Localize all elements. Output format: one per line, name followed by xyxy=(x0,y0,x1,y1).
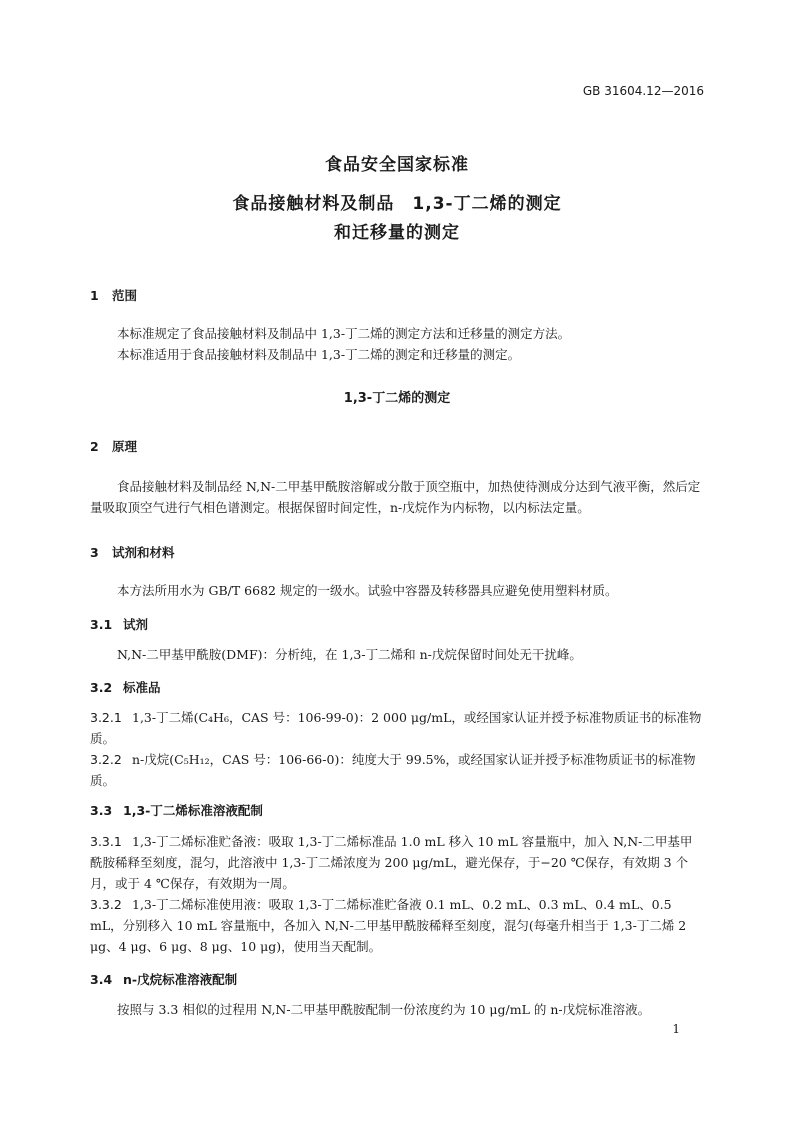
section-number: 1 xyxy=(90,288,99,303)
subsection-title: n-戊烷标准溶液配制 xyxy=(123,972,238,987)
clause-text: 1,3-丁二烯(C₄H₆，CAS 号：106-99-0)：2 000 μg/mL，或经国家认证并授予标准物质证书的标准物质。 xyxy=(90,710,702,746)
clause-text: 1,3-丁二烯标准贮备液：吸取 1,3-丁二烯标准品 1.0 mL 移入 10 mL 容量瓶中，加入 N,N-二甲基甲酰胺稀释至刻度，混匀，此溶液中 1,3-丁二烯浓度为 200 μg/mL，避光保存，于−20 ℃保存，有效期 3 个月，或于 4 ℃保存，有效期为一周。 xyxy=(90,834,693,891)
page-number: 1 xyxy=(672,1022,680,1036)
subsection-title: 标准品 xyxy=(123,680,161,695)
clause-3-3-1 xyxy=(90,831,704,894)
section-heading-principle xyxy=(90,437,137,455)
scope-paragraph-2: 本标准适用于食品接触材料及制品中 1,3-丁二烯的测定和迁移量的测定。 xyxy=(117,347,521,362)
subsection-heading-3-1 xyxy=(90,615,148,633)
section-heading-reagents xyxy=(90,543,175,561)
clause-number: 3.2.2 xyxy=(90,752,122,767)
section-heading-scope xyxy=(90,286,137,304)
clause-number: 3.2.1 xyxy=(90,710,122,725)
clause-text: 1,3-丁二烯标准使用液：吸取 1,3-丁二烯标准贮备液 0.1 mL、0.2 mL、0.3 mL、0.4 mL、0.5 mL，分别移入 10 mL 容量瓶中，各加入 N,N-二甲基甲酰胺稀释至刻度，混匀(每毫升相当于 1,3-丁二烯 2 μg、4 μg、6 μg、8 μg、10 μg)，使用当天配制。 xyxy=(90,897,687,954)
subsection-title: 1,3-丁二烯标准溶液配制 xyxy=(123,803,263,818)
section-title: 试剂和材料 xyxy=(112,545,175,560)
document-title-line-1: 食品安全国家标准 xyxy=(325,155,469,175)
section-title: 范围 xyxy=(112,288,138,303)
subsection-number: 3.2 xyxy=(90,680,113,695)
reagent-dmf-paragraph: N,N-二甲基甲酰胺(DMF)：分析纯，在 1,3-丁二烯和 n-戊烷保留时间处无干扰峰。 xyxy=(117,647,582,662)
clause-text: n-戊烷(C₅H₁₂，CAS 号：106-66-0)：纯度大于 99.5%，或经国家认证并授予标准物质证书的标准物质。 xyxy=(90,752,696,788)
section-number: 2 xyxy=(90,439,99,454)
section-number: 3 xyxy=(90,545,99,560)
pentane-solution-paragraph: 按照与 3.3 相似的过程用 N,N-二甲基甲酰胺配制一份浓度约为 10 μg/mL 的 n-戊烷标准溶液。 xyxy=(117,1002,651,1017)
document-title-line-2: 食品接触材料及制品 1,3-丁二烯的测定 xyxy=(232,194,562,214)
reagents-paragraph: 本方法所用水为 GB/T 6682 规定的一级水。试验中容器及转移器具应避免使用塑料材质。 xyxy=(117,583,618,598)
subsection-number: 3.3 xyxy=(90,803,113,818)
section-title: 原理 xyxy=(112,439,138,454)
subsection-heading-3-2 xyxy=(90,678,161,696)
subsection-heading-3-4 xyxy=(90,970,237,988)
document-title-line-3: 和迁移量的测定 xyxy=(334,223,460,243)
clause-3-2-2 xyxy=(90,749,704,791)
subsection-number: 3.1 xyxy=(90,617,113,632)
subsection-heading-3-3 xyxy=(90,801,263,819)
scope-paragraph-1: 本标准规定了食品接触材料及制品中 1,3-丁二烯的测定方法和迁移量的测定方法。 xyxy=(117,326,571,341)
part-heading: 1,3-丁二烯的测定 xyxy=(343,391,451,406)
subsection-number: 3.4 xyxy=(90,972,113,987)
principle-paragraph: 食品接触材料及制品经 N,N-二甲基甲酰胺溶解或分散于顶空瓶中，加热使待测成分达到气液平衡，然后定量吸取顶空气进行气相色谱测定。根据保留时间定性，n-戊烷作为内标物，以内标法定量。 xyxy=(90,479,701,515)
subsection-title: 试剂 xyxy=(123,617,149,632)
clause-3-3-2 xyxy=(90,894,704,957)
clause-3-2-1 xyxy=(90,707,704,749)
clause-number: 3.3.1 xyxy=(90,834,122,849)
clause-number: 3.3.2 xyxy=(90,897,122,912)
standard-number: GB 31604.12—2016 xyxy=(582,84,704,98)
